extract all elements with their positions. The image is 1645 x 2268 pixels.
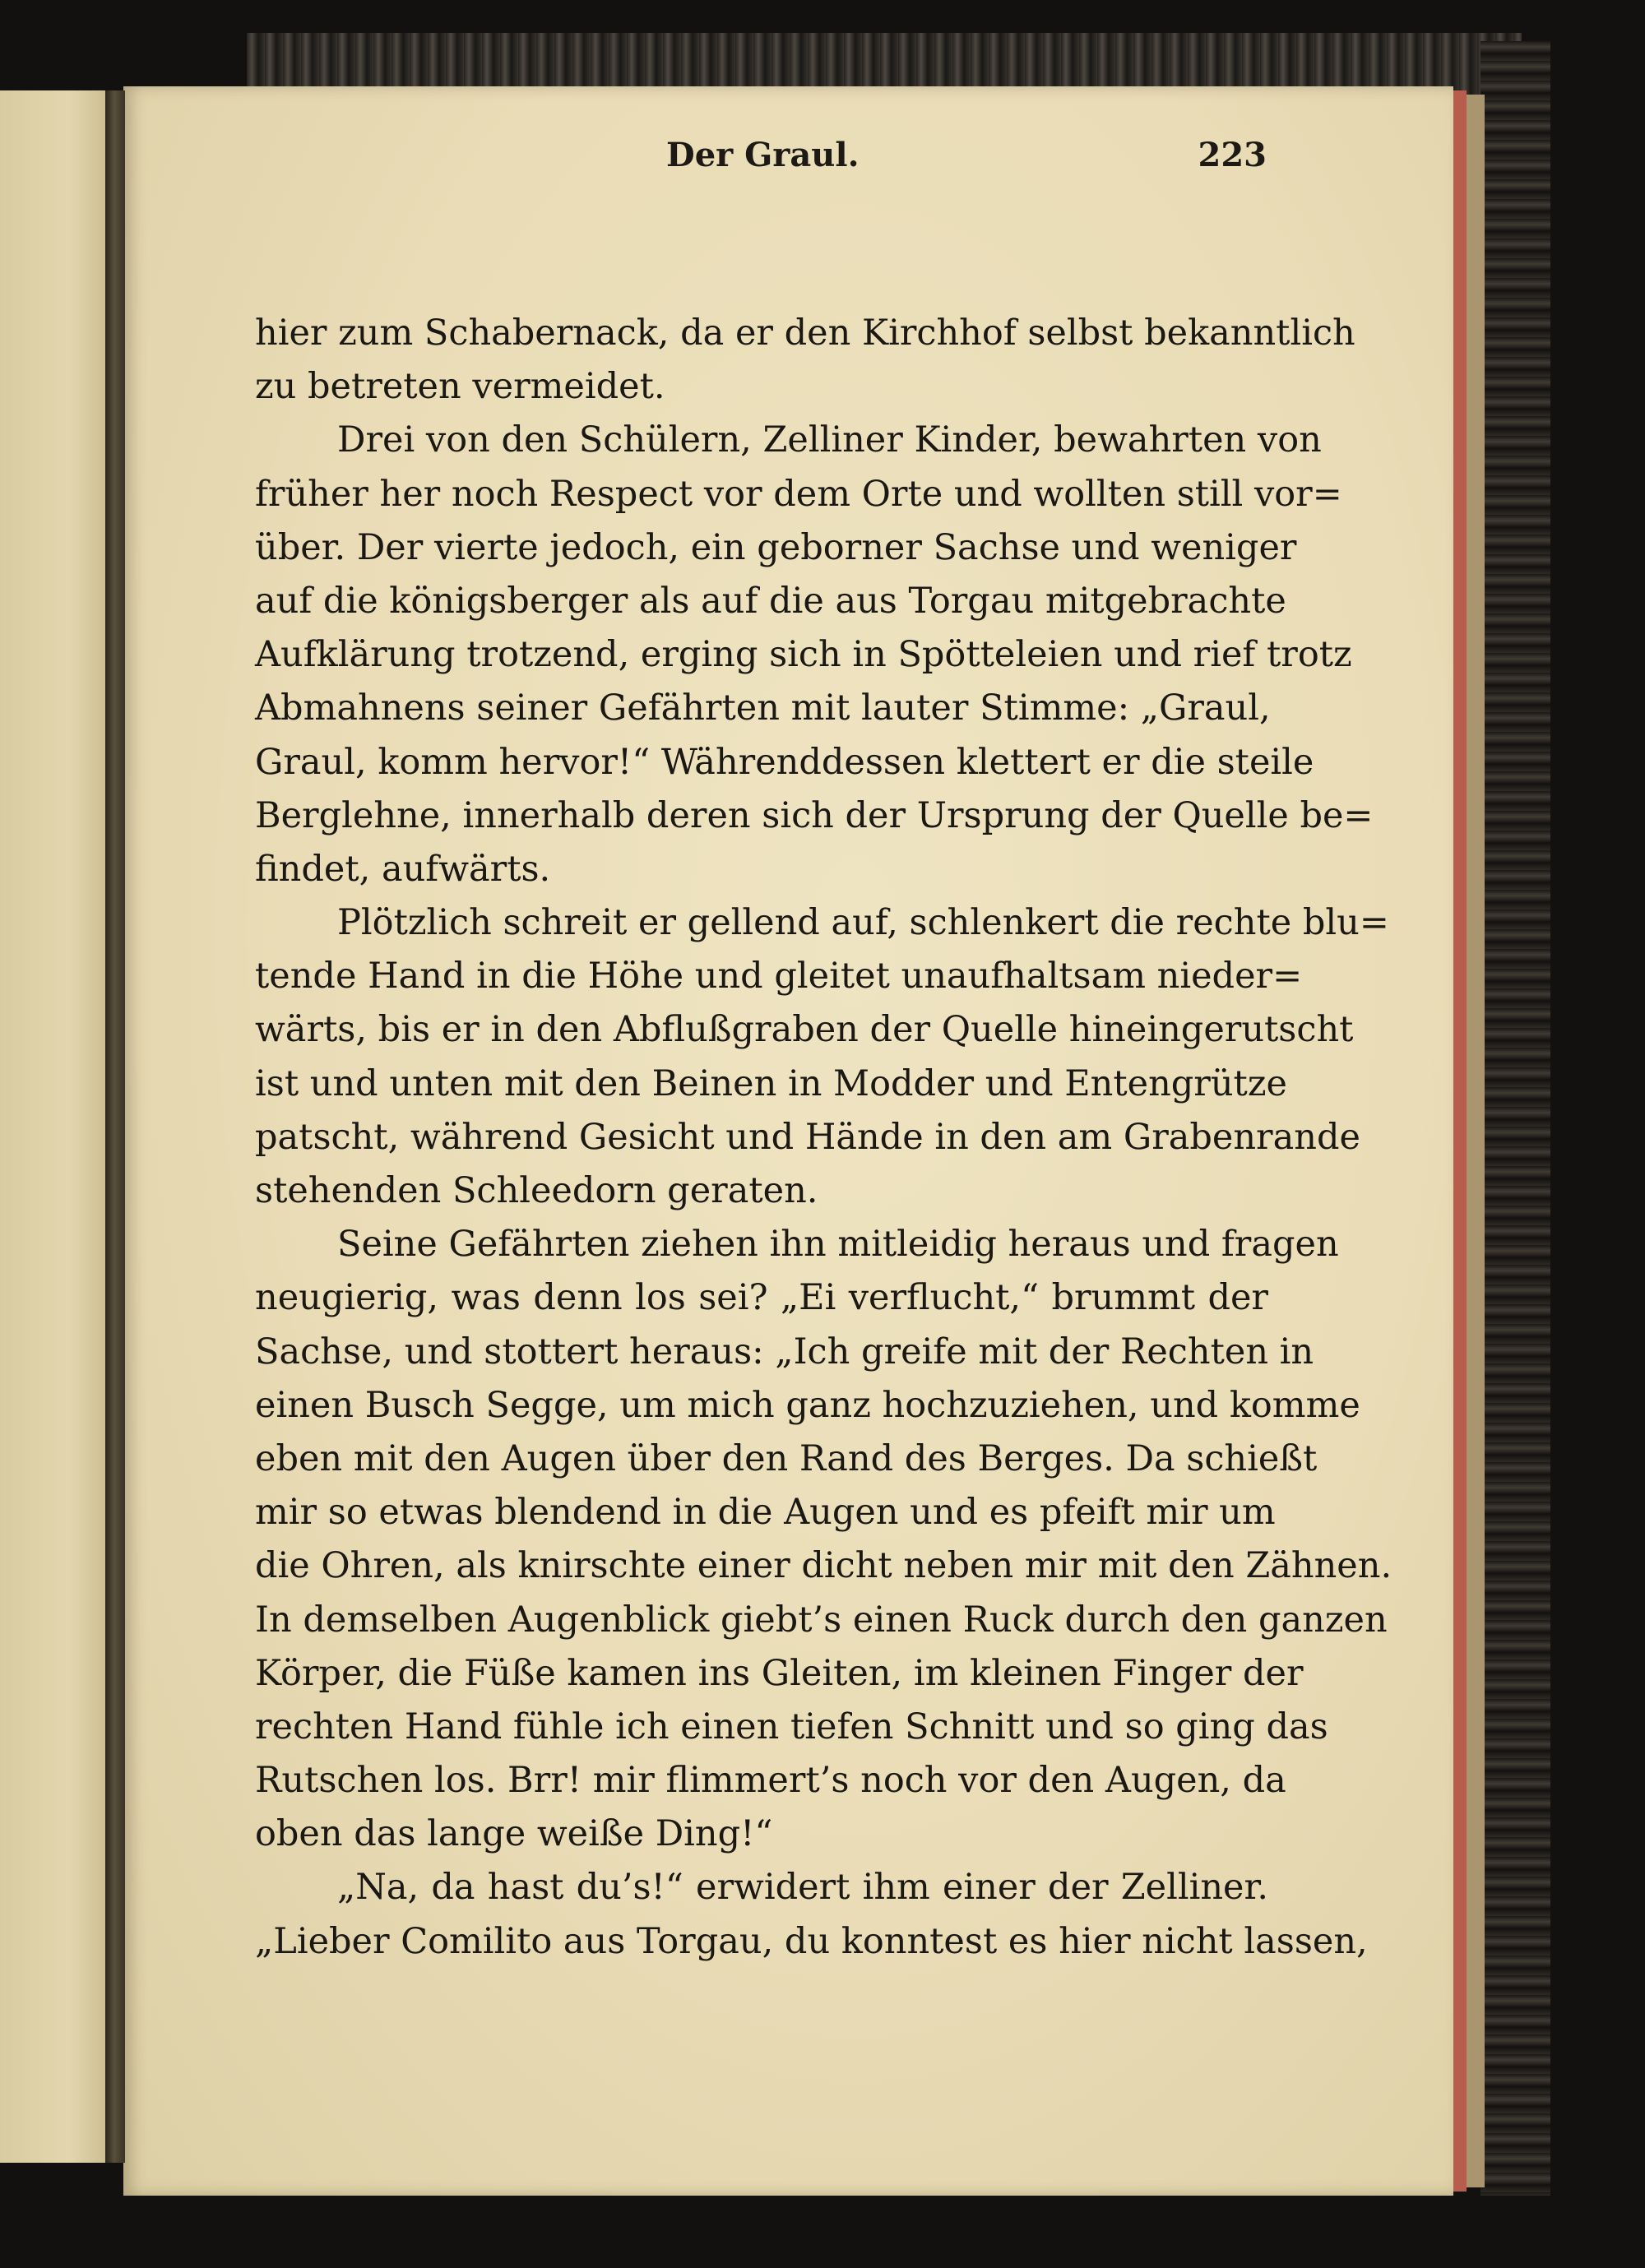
text-line: stehenden Schleedorn geraten. — [255, 1170, 818, 1211]
text-line: neugierig, was denn los sei? „Ei verflucht,“ brummt der — [255, 1277, 1268, 1319]
page-header — [115, 136, 1267, 193]
text-line: hier zum Schabernack, da er den Kirchhof selbst bekanntlich — [255, 312, 1355, 354]
text-line: eben mit den Augen über den Rand des Berges. Da schießt — [255, 1437, 1318, 1479]
text-line: Berglehne, innerhalb deren sich der Ursprung der Quelle be= — [255, 794, 1374, 836]
text-line: Graul, komm hervor!“ Währenddessen klettert er die steile — [255, 741, 1314, 783]
page-stack-edge — [1467, 95, 1485, 2187]
text-line: Sachse, und stottert heraus: „Ich greife mit der Rechten in — [255, 1331, 1314, 1372]
body-text — [255, 307, 1392, 1969]
text-line: In demselben Augenblick giebt’s einen Ruck durch den ganzen — [255, 1599, 1388, 1641]
text-line: über. Der vierte jedoch, ein geborner Sachse und weniger — [255, 526, 1297, 568]
text-line: Seine Gefährten ziehen ihn mitleidig heraus und fragen — [337, 1224, 1339, 1266]
text-line: mir so etwas blendend in die Augen und es pfeift mir um — [255, 1492, 1276, 1534]
book-cover-edge — [1480, 41, 1550, 2196]
text-line: zu betreten vermeidet. — [255, 366, 665, 408]
text-line: Plötzlich schreit er gellend auf, schlenkert die rechte blu= — [337, 902, 1389, 944]
text-line: ist und unten mit den Beinen in Modder und Entengrütze — [255, 1062, 1287, 1104]
text-line: einen Busch Segge, um mich ganz hochzuziehen, und komme — [255, 1384, 1360, 1426]
left-page-edge — [0, 90, 115, 2163]
text-line: Drei von den Schülern, Zelliner Kinder, bewahrten von — [337, 419, 1322, 461]
text-line: Aufklärung trotzend, erging sich in Spötteleien und rief trotz — [255, 634, 1352, 676]
text-line: findet, aufwärts. — [255, 848, 551, 890]
red-page-edge — [1452, 90, 1467, 2192]
text-line: Rutschen los. Brr! mir flimmert’s noch vor den Augen, da — [255, 1760, 1286, 1802]
text-line: wärts, bis er in den Abflußgraben der Quelle hineingerutscht — [255, 1009, 1354, 1051]
text-line: „Lieber Comilito aus Torgau, du konntest es hier nicht lassen, — [255, 1920, 1368, 1962]
book-gutter — [105, 90, 125, 2163]
text-line: Körper, die Füße kamen ins Gleiten, im kleinen Finger der — [255, 1652, 1304, 1694]
text-line: oben das lange weiße Ding!“ — [255, 1813, 773, 1855]
text-line: auf die königsberger als auf die aus Torgau mitgebrachte — [255, 580, 1286, 622]
page-number: 223 — [1198, 136, 1267, 174]
text-line: rechten Hand fühle ich einen tiefen Schnitt und so ging das — [255, 1706, 1328, 1747]
text-line: patscht, während Gesicht und Hände in den am Grabenrande — [255, 1116, 1360, 1158]
text-line: früher her noch Respect vor dem Orte und wollten still vor= — [255, 473, 1342, 515]
text-line: Abmahnens seiner Gefährten mit lauter Stimme: „Graul, — [255, 687, 1271, 729]
text-line: die Ohren, als knirschte einer dicht neben mir mit den Zähnen. — [255, 1545, 1392, 1587]
text-line: „Na, da hast du’s!“ erwidert ihm einer der Zelliner. — [337, 1867, 1268, 1909]
running-title: Der Graul. — [666, 136, 860, 174]
text-line: tende Hand in die Höhe und gleitet unaufhaltsam nieder= — [255, 956, 1303, 997]
